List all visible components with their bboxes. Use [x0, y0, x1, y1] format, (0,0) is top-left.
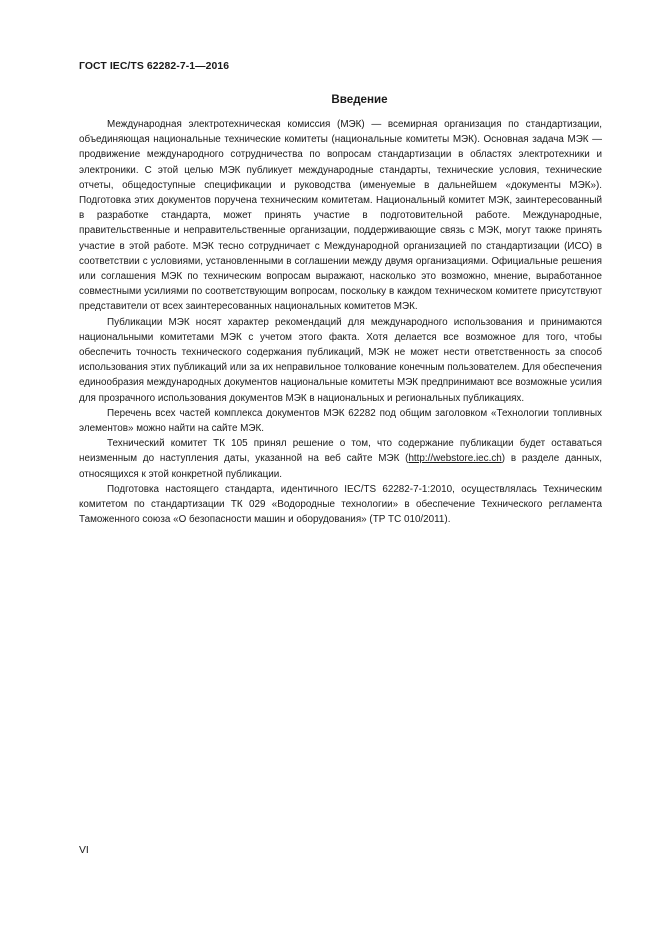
- paragraph-4: [79, 436, 602, 482]
- paragraph-4-after: ) в разделе данных, относящихся к этой конкретной публикации.: [79, 453, 602, 480]
- page-number: VI: [79, 845, 89, 856]
- document-body: [79, 117, 602, 527]
- webstore-link[interactable]: http://webstore.iec.ch: [408, 453, 502, 465]
- paragraph-2: Публикации МЭК носят характер рекомендаций для международного использования и принимаются национальными комитетами МЭК с учетом этого факта. Хотя делается все возможное для того, чтобы обеспечить точность технического содержания публикаций, МЭК не может нести ответственность за способ использования этих публикаций или за их неправильное толкование конечным пользователем. Для обеспечения единообразия международных документов национальные комитеты МЭК предпринимают все возможные усилия для прозрачного использования документов МЭК в национальных и региональных публикациях.: [79, 316, 602, 404]
- document-header: ГОСТ IEC/TS 62282-7-1—2016: [79, 61, 230, 72]
- paragraph-5: Подготовка настоящего стандарта, идентичного IEC/TS 62282-7-1:2010, осуществлялась Техническим комитетом по стандартизации ТК 029 «Водородные технологии» в обеспечение Технического регламента Таможенного союза «О безопасности машин и оборудования» (ТР ТС 010/2011).: [79, 483, 602, 526]
- paragraph-4-before: Технический комитет ТК 105 принял решение о том, что содержание публикации будет оставаться неизменным до наступления даты, указанной на веб сайте МЭК (: [79, 438, 602, 465]
- paragraph-1: Международная электротехническая комиссия (МЭК) — всемирная организация по стандартизации, объединяющая национальные технические комитеты (национальные комитеты МЭК). Основная задача МЭК — продвижение международного сотрудничества по вопросам стандартизации в областях электротехники и электроники. С этой целью МЭК публикует международные стандарты, технические условия, технические отчеты, общедоступные спецификации и руководства (именуемые в дальнейшем «документы МЭК»). Подготовка этих документов поручена техническим комитетам. Национальный комитет МЭК, заинтересованный в разработке стандарта, может принять участие в подготовительной работе. Международные, правительственные и неправительственные организации, поддерживающие связь с МЭК, могут также принять участие в этой работе. МЭК тесно сотрудничает с Международной организацией по стандартизации (ИСО) в соответствии с условиями, установленными в соглашении между двумя организациями. Официальные решения или соглашения МЭК по техническим вопросам выражают, насколько это возможно, мнение, выработанное совместными усилиями по соответствующим вопросам, поскольку в каждом техническом комитете присутствуют представители от всех заинтересованных национальных комитетов МЭК.: [79, 119, 602, 313]
- section-title: Введение: [331, 93, 388, 106]
- paragraph-3: Перечень всех частей комплекса документов МЭК 62282 под общим заголовком «Технологии топливных элементов» можно найти на сайте МЭК.: [79, 407, 602, 435]
